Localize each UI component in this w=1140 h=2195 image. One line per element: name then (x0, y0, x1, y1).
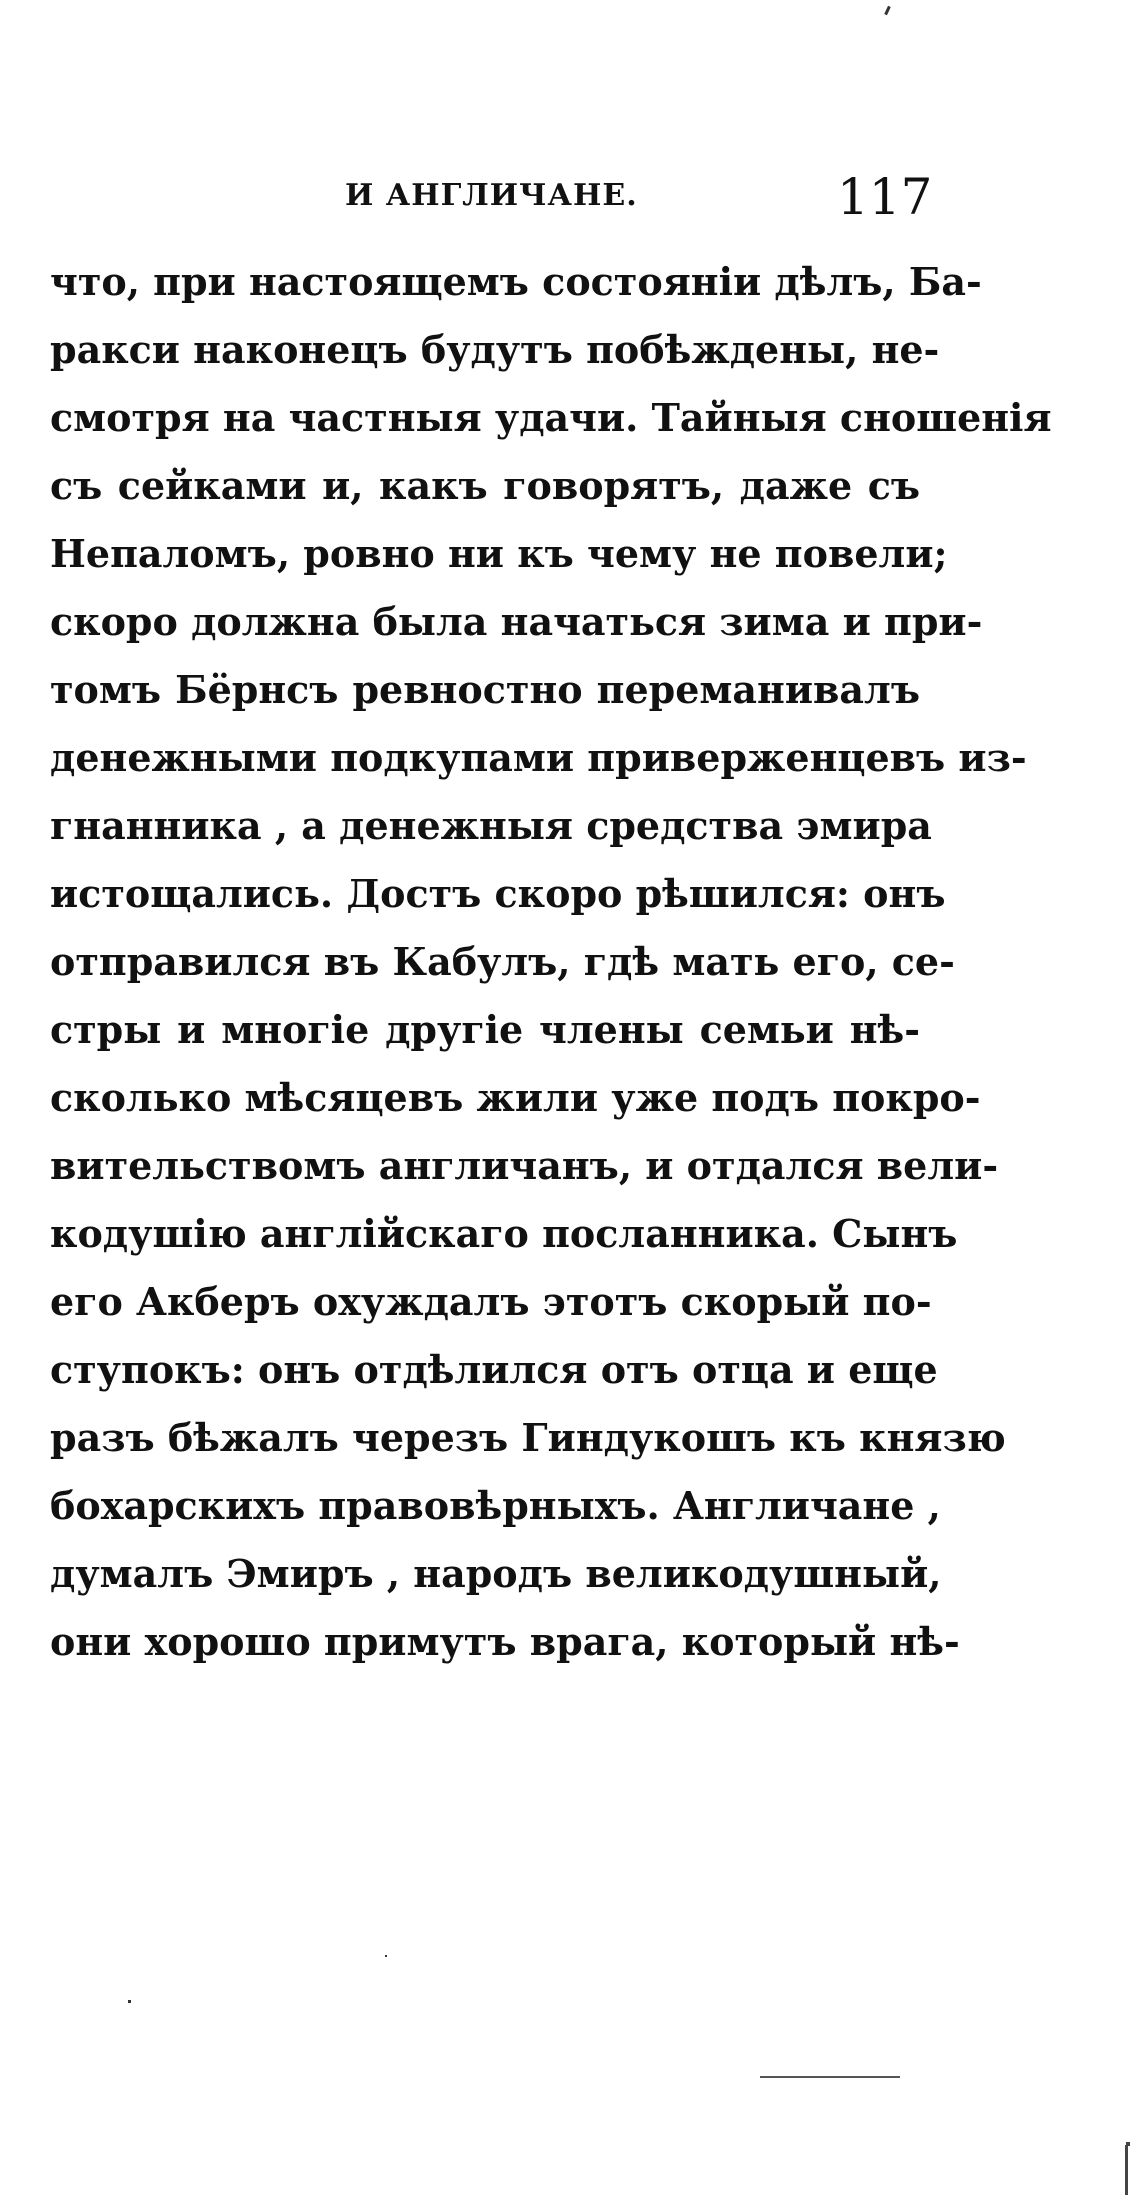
text-line: гнанника , а денежныя средства эмира (50, 803, 932, 848)
scan-speck (128, 2000, 131, 2003)
text-line: кодушію англійскаго посланника. Сынъ (50, 1211, 958, 1256)
scan-edge-mark (1126, 2142, 1130, 2146)
text-line: что, при настоящемъ состояніи дѣлъ, Ба- (50, 259, 982, 304)
text-line: смотря на частныя удачи. Тайныя сношенія (50, 395, 1052, 440)
text-line: съ сейками и, какъ говорятъ, даже съ (50, 463, 920, 508)
text-line: думалъ Эмиръ , народъ великодушный, (50, 1551, 942, 1596)
text-line: разъ бѣжалъ черезъ Гиндукошъ къ князю (50, 1415, 1006, 1460)
text-line: отправился въ Кабулъ, гдѣ мать его, се- (50, 939, 955, 984)
page-number: 117 (837, 168, 933, 226)
text-line: денежными подкупами приверженцевъ из- (50, 735, 1027, 780)
text-line: скоро должна была начаться зима и при- (50, 599, 983, 644)
footer-rule (760, 2076, 900, 2078)
scan-edge-mark (1125, 2145, 1128, 2195)
text-line: ракси наконецъ будутъ побѣждены, не- (50, 327, 940, 372)
text-line: вительствомъ англичанъ, и отдался вели- (50, 1143, 999, 1188)
text-line: бохарскихъ правовѣрныхъ. Англичане , (50, 1483, 941, 1528)
text-line: его Акберъ охуждалъ этотъ скорый по- (50, 1279, 932, 1324)
text-line: истощались. Достъ скоро рѣшился: онъ (50, 871, 946, 916)
scan-speck (385, 1955, 387, 1957)
running-head: И АНГЛИЧАНЕ. (345, 178, 638, 213)
text-line: Непаломъ, ровно ни къ чему не повели; (50, 531, 948, 576)
text-line: стры и многіе другіе члены семьи нѣ- (50, 1007, 920, 1052)
text-line: они хорошо примутъ врага, который нѣ- (50, 1619, 960, 1664)
text-line: ступокъ: онъ отдѣлился отъ отца и еще (50, 1347, 938, 1392)
body-text (50, 248, 1052, 1676)
scan-speck (884, 6, 891, 15)
text-line: сколько мѣсяцевъ жили уже подъ покро- (50, 1075, 981, 1120)
text-line: томъ Бёрнсъ ревностно переманивалъ (50, 667, 920, 712)
